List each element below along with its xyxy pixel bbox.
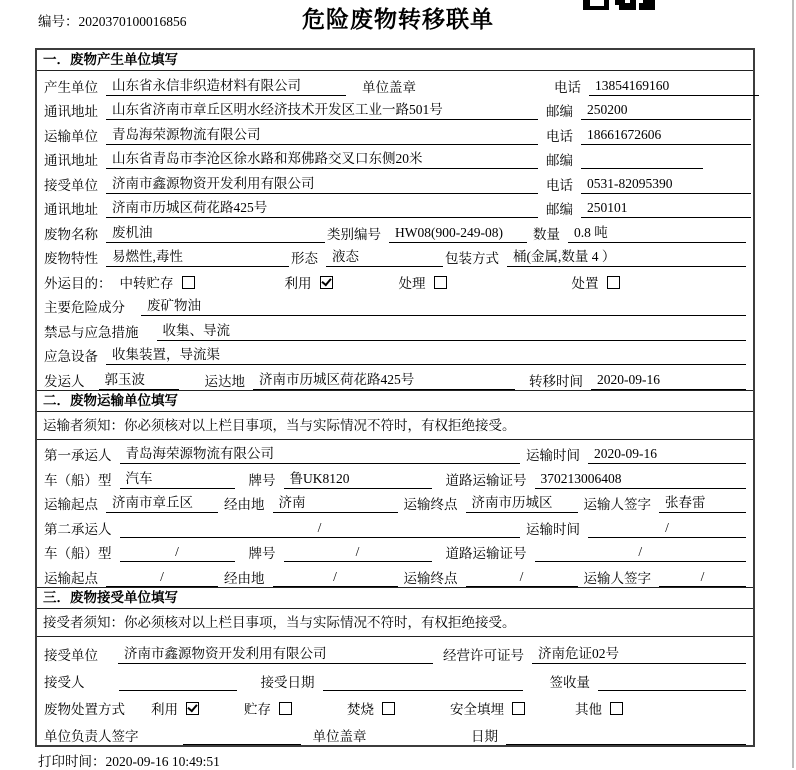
field-value: 13854169160 xyxy=(589,78,759,96)
field-value: 桶(金属,数量 4 ） xyxy=(507,249,746,267)
field-value xyxy=(598,674,746,691)
print-time xyxy=(38,750,220,770)
field-value: 鲁UK8120 xyxy=(284,471,432,489)
field-value xyxy=(119,674,237,691)
section-producer xyxy=(37,50,753,390)
form-row xyxy=(37,96,753,121)
manifest-table xyxy=(35,48,755,747)
form-row xyxy=(37,243,753,268)
checkbox-unchecked xyxy=(434,276,447,289)
field-value: 济南市历城区 xyxy=(466,495,578,513)
field-value: 济南市历城区荷花路425号 xyxy=(253,372,515,390)
field-label: 禁忌与应急措施 xyxy=(44,324,139,340)
print-time-label: 打印时间： xyxy=(38,754,106,769)
checkbox-label: 焚烧 xyxy=(347,701,374,717)
checkbox-label: 贮存 xyxy=(244,701,271,717)
static-text: 单位盖章 xyxy=(312,728,367,744)
field-value: 山东省永信非织造材料有限公司 xyxy=(106,78,346,96)
form-row xyxy=(37,664,753,691)
form-row xyxy=(37,513,753,538)
section-transporter xyxy=(37,390,753,587)
field-label: 运输起点 xyxy=(44,497,98,512)
form-row xyxy=(37,316,753,341)
field-label: 牌号 xyxy=(248,472,276,488)
field-value: HW08(900-249-08) xyxy=(389,225,527,243)
field-label: 签收量 xyxy=(549,674,590,690)
field-value: / xyxy=(106,569,218,587)
field-value: 收集装置，导流渠 xyxy=(106,347,746,365)
checkbox-label: 利用 xyxy=(151,701,178,717)
field-label: 电话 xyxy=(546,177,573,193)
field-value: 汽车 xyxy=(120,471,235,489)
form-row xyxy=(37,718,753,745)
section-transporter-rows xyxy=(37,440,753,587)
field-value: 郭玉波 xyxy=(99,372,179,390)
checkbox-label: 处理 xyxy=(398,275,426,291)
field-label: 数量 xyxy=(533,226,560,242)
field-value: 济南市章丘区 xyxy=(106,495,218,513)
section-receiver-header: 三．废物接受单位填写 xyxy=(37,588,753,609)
checkbox-label: 安全填埋 xyxy=(450,701,504,717)
field-label: 包装方式 xyxy=(445,251,499,266)
field-value: 废矿物油 xyxy=(141,298,746,316)
field-label: 运输人签字 xyxy=(583,497,651,512)
field-value: 易燃性,毒性 xyxy=(106,249,289,267)
field-label: 第二承运人 xyxy=(44,521,112,537)
field-label: 运输时间 xyxy=(526,448,580,463)
field-label: 运达地 xyxy=(204,373,245,389)
form-row xyxy=(37,365,753,390)
form-row xyxy=(37,169,753,194)
checkbox-unchecked xyxy=(512,702,525,715)
field-label: 车（船）型 xyxy=(44,472,112,488)
field-label: 第一承运人 xyxy=(44,448,112,463)
field-value: / xyxy=(284,544,432,562)
field-label: 运输起点 xyxy=(44,570,98,586)
field-label: 邮编 xyxy=(546,104,573,119)
field-label: 运输终点 xyxy=(403,497,458,512)
section-receiver-rows xyxy=(37,637,753,745)
doc-number-value: 2020370100016856 xyxy=(78,14,187,29)
field-label: 道路运输证号 xyxy=(445,472,527,488)
field-label: 经由地 xyxy=(224,570,265,586)
section-producer-rows xyxy=(37,71,753,390)
field-value: / xyxy=(120,520,520,538)
field-value: 370213006408 xyxy=(535,471,747,489)
field-value: 废机油 xyxy=(106,225,325,243)
field-value: 青岛海荣源物流有限公司 xyxy=(106,127,538,145)
page-edge-line xyxy=(792,0,794,768)
field-label: 接受单位 xyxy=(44,647,98,663)
field-value xyxy=(506,728,746,745)
checkbox-label: 中转贮存 xyxy=(119,275,174,291)
field-value: 2020-09-16 xyxy=(591,372,746,390)
form-row xyxy=(37,562,753,587)
field-label: 废物处置方式 xyxy=(44,701,125,717)
field-value xyxy=(183,728,301,745)
section-transporter-header: 二．废物运输单位填写 xyxy=(37,391,753,412)
field-label: 电话 xyxy=(546,128,573,144)
checkbox-checked xyxy=(320,276,333,289)
field-label: 经营许可证号 xyxy=(443,647,524,663)
form-row xyxy=(37,637,753,664)
field-value: / xyxy=(535,544,747,562)
field-label: 道路运输证号 xyxy=(445,546,527,561)
field-label: 应急设备 xyxy=(44,349,98,364)
form-row xyxy=(37,267,753,292)
field-value xyxy=(581,152,703,169)
field-value: 青岛海荣源物流有限公司 xyxy=(120,446,520,464)
field-label: 类别编号 xyxy=(327,226,381,242)
checkbox-label: 利用 xyxy=(284,275,312,291)
field-label: 产生单位 xyxy=(44,79,98,95)
form-row xyxy=(37,341,753,366)
field-label: 主要危险成分 xyxy=(44,300,125,315)
checkbox-unchecked xyxy=(279,702,292,715)
field-label: 邮编 xyxy=(546,202,573,217)
field-label: 电话 xyxy=(554,79,581,95)
field-label: 日期 xyxy=(471,728,498,744)
field-value: 液态 xyxy=(326,249,443,267)
doc-number-label: 编号： xyxy=(38,14,79,29)
checkbox-label: 处置 xyxy=(571,275,599,291)
field-value: 山东省青岛市李沧区徐水路和郑佛路交叉口东侧20米 xyxy=(106,151,538,169)
form-row xyxy=(37,218,753,243)
field-label: 运输时间 xyxy=(526,521,580,537)
transporter-notice: 运输者须知：你必须核对以上栏目事项，当与实际情况不符时，有权拒绝接受。 xyxy=(37,412,753,440)
field-value xyxy=(323,674,523,691)
field-value: / xyxy=(120,544,235,562)
form-row xyxy=(37,489,753,514)
form-row xyxy=(37,71,753,96)
receiver-notice: 接受者须知：你必须核对以上栏目事项，当与实际情况不符时，有权拒绝接受。 xyxy=(37,609,753,637)
field-value: 济南市历城区荷花路425号 xyxy=(106,200,538,218)
field-label: 转移时间 xyxy=(529,373,583,389)
field-value: 0.8 吨 xyxy=(568,225,746,243)
field-label: 接受单位 xyxy=(44,177,98,193)
form-row xyxy=(37,464,753,489)
form-row xyxy=(37,194,753,219)
checkbox-unchecked xyxy=(382,702,395,715)
field-value: 济南市鑫源物资开发利用有限公司 xyxy=(118,646,433,664)
field-label: 车（船）型 xyxy=(44,546,112,561)
field-label: 形态 xyxy=(291,251,318,266)
field-label: 运输人签字 xyxy=(583,570,651,586)
form-row xyxy=(37,292,753,317)
field-label: 经由地 xyxy=(224,497,265,512)
form-row xyxy=(37,120,753,145)
form-row xyxy=(37,440,753,465)
field-label: 邮编 xyxy=(546,153,573,168)
checkbox-unchecked xyxy=(607,276,620,289)
field-label: 发运人 xyxy=(44,373,85,389)
field-value: 济南市鑫源物资开发利用有限公司 xyxy=(106,176,538,194)
field-value: 18661672606 xyxy=(581,127,751,145)
field-label: 接受人 xyxy=(44,674,85,690)
field-label: 外运目的： xyxy=(44,275,112,291)
checkbox-unchecked xyxy=(182,276,195,289)
checkbox-unchecked xyxy=(610,702,623,715)
document-title: 危险废物转移联单 xyxy=(302,7,494,32)
checkbox-checked xyxy=(186,702,199,715)
field-label: 单位负责人签字 xyxy=(44,728,139,744)
field-value: / xyxy=(466,569,578,587)
field-value: / xyxy=(659,569,746,587)
field-value: 250200 xyxy=(581,102,751,120)
field-value: 济南 xyxy=(273,495,398,513)
field-value: 0531-82095390 xyxy=(581,176,751,194)
checkbox-label: 其他 xyxy=(575,701,602,717)
field-label: 通讯地址 xyxy=(44,202,98,217)
field-value: 山东省济南市章丘区明水经济技术开发区工业一路501号 xyxy=(106,102,538,120)
field-value: 250101 xyxy=(581,200,751,218)
field-label: 运输单位 xyxy=(44,128,98,144)
field-value: / xyxy=(588,520,746,538)
section-receiver xyxy=(37,587,753,745)
form-row xyxy=(37,538,753,563)
field-label: 通讯地址 xyxy=(44,153,98,168)
section-producer-header: 一．废物产生单位填写 xyxy=(37,50,753,71)
field-value: 济南危证02号 xyxy=(532,646,746,664)
field-value: 2020-09-16 xyxy=(588,446,746,464)
field-label: 运输终点 xyxy=(403,570,458,586)
field-label: 废物名称 xyxy=(44,226,98,242)
field-label: 通讯地址 xyxy=(44,104,98,119)
field-label: 废物特性 xyxy=(44,251,98,266)
field-value: 张春雷 xyxy=(659,495,746,513)
form-row xyxy=(37,691,753,718)
field-label: 牌号 xyxy=(248,546,276,561)
field-value: / xyxy=(273,569,398,587)
print-time-value: 2020-09-16 10:49:51 xyxy=(105,754,220,769)
static-text: 单位盖章 xyxy=(362,79,416,95)
field-label: 接受日期 xyxy=(260,674,315,690)
form-row xyxy=(37,145,753,170)
field-value: 收集、导流 xyxy=(157,323,747,341)
